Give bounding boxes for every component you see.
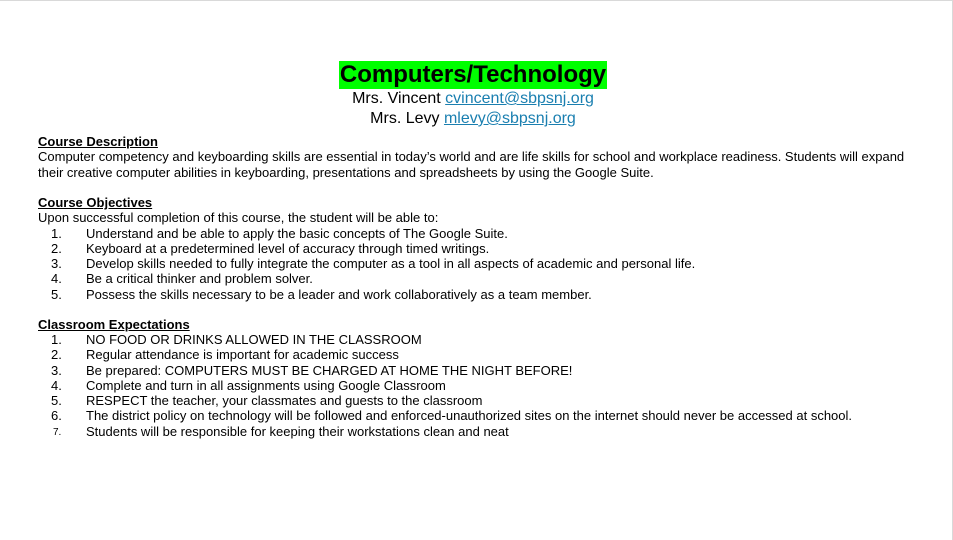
list-text: Keyboard at a predetermined level of accuracy through timed writings. xyxy=(86,240,490,256)
objectives-list xyxy=(38,226,908,302)
list-text: Be a critical thinker and problem solver. xyxy=(86,271,313,287)
list-item xyxy=(38,408,908,423)
list-number: 4. xyxy=(51,271,62,287)
list-item xyxy=(38,424,908,439)
list-text: Students will be responsible for keeping their workstations clean and neat xyxy=(86,423,509,439)
list-text: Be prepared: COMPUTERS MUST BE CHARGED AT HOME THE NIGHT BEFORE! xyxy=(86,362,573,378)
list-text: Complete and turn in all assignments using Google Classroom xyxy=(86,377,446,393)
list-item xyxy=(38,287,908,302)
teacher-line-levy xyxy=(38,109,908,129)
email-link[interactable]: mlevy@sbpsnj.org xyxy=(443,110,576,127)
email-link[interactable]: cvincent@sbpsnj.org xyxy=(445,90,594,107)
list-number: 5. xyxy=(51,393,62,409)
list-number: 2. xyxy=(51,240,62,256)
list-number: 5. xyxy=(51,286,62,302)
list-number: 2. xyxy=(51,347,62,363)
teacher-line-vincent xyxy=(38,89,908,109)
document-header xyxy=(38,61,908,129)
list-item xyxy=(38,256,908,271)
list-text: Possess the skills necessary to be a leader and work collaboratively as a team member. xyxy=(86,286,592,302)
list-number: 1. xyxy=(51,331,62,347)
list-item xyxy=(38,393,908,408)
list-item xyxy=(38,378,908,393)
expectations-list xyxy=(38,332,908,439)
list-item xyxy=(38,363,908,378)
teacher-name: Mrs. Vincent xyxy=(352,90,446,107)
section-heading-description: Course Description xyxy=(38,134,158,149)
section-heading-expectations: Classroom Expectations xyxy=(38,316,190,332)
list-number: 6. xyxy=(51,408,62,424)
list-item xyxy=(38,271,908,286)
document-body xyxy=(38,61,908,439)
section-heading-objectives: Course Objectives xyxy=(38,195,153,210)
objectives-intro: Upon successful completion of this course, the student will be able to: xyxy=(38,210,439,225)
list-number: 3. xyxy=(51,256,62,272)
list-number: 3. xyxy=(51,362,62,378)
list-number: 4. xyxy=(51,377,62,393)
list-number: 1. xyxy=(51,225,62,241)
list-item xyxy=(38,347,908,362)
list-text: RESPECT the teacher, your classmates and guests to the classroom xyxy=(86,393,483,409)
teacher-name: Mrs. Levy xyxy=(370,110,444,127)
description-text: Computer competency and keyboarding skills are essential in today’s world and are life skills for school and workplace readiness. Students will expand their creative computer abilities in keyboarding, presentations and spreadsheets by using the Google Suite. xyxy=(38,149,905,180)
list-text: Regular attendance is important for academic success xyxy=(86,347,399,363)
list-item xyxy=(38,241,908,256)
list-text: Develop skills needed to fully integrate the computer as a tool in all aspects of academic and personal life. xyxy=(86,256,696,272)
list-item xyxy=(38,226,908,241)
list-text: NO FOOD OR DRINKS ALLOWED IN THE CLASSROOM xyxy=(86,331,422,347)
page-title: Computers/Technology xyxy=(339,61,607,88)
list-text: Understand and be able to apply the basic concepts of The Google Suite. xyxy=(86,225,508,241)
list-text: The district policy on technology will be followed and enforced-unauthorized sites on the internet should never be accessed at school. xyxy=(86,408,853,424)
list-number: 7. xyxy=(53,426,62,438)
list-item xyxy=(38,332,908,347)
